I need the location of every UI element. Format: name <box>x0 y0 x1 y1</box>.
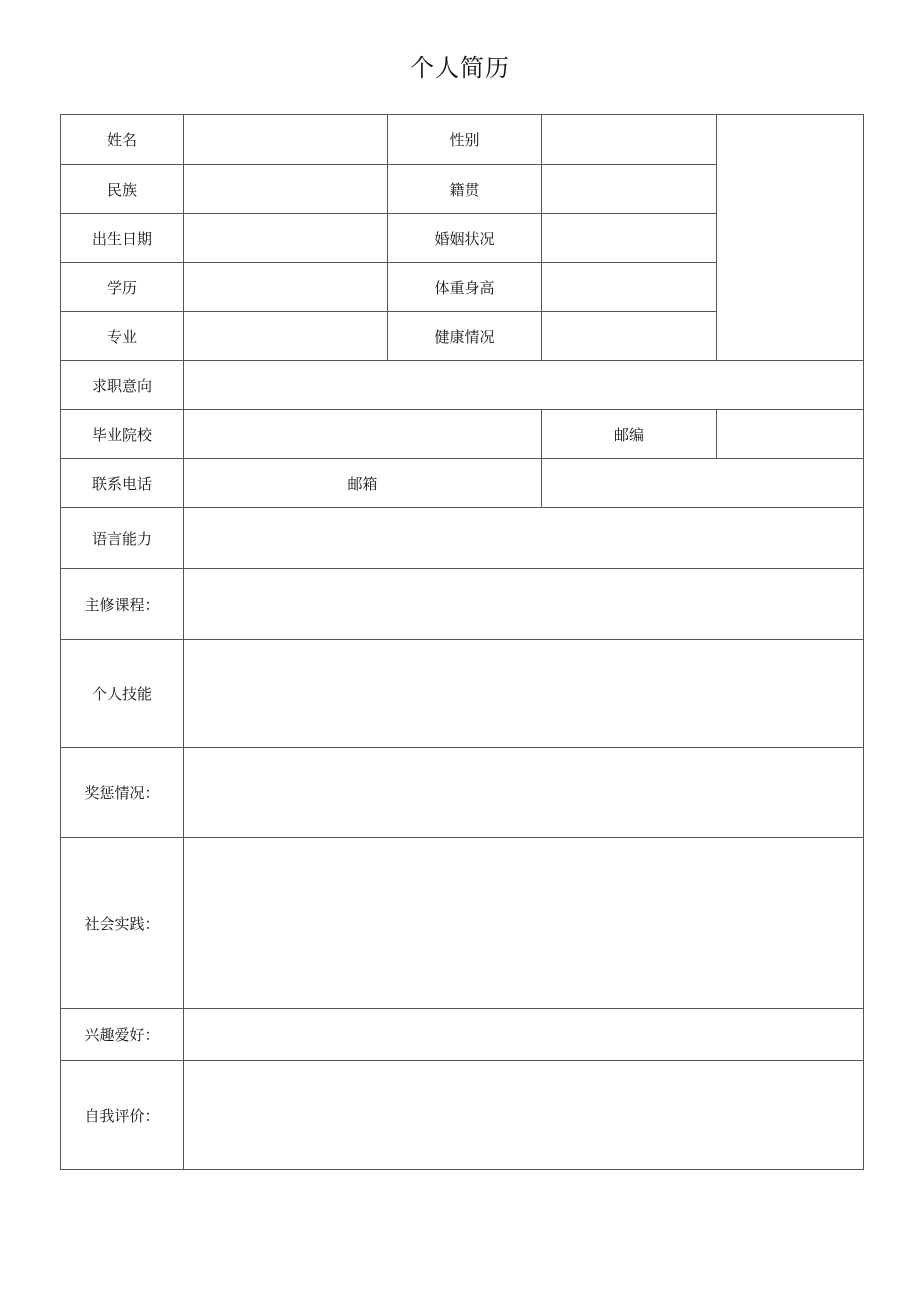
table-row <box>61 748 864 838</box>
language-label: 语言能力 <box>61 508 184 569</box>
skills-label: 个人技能 <box>61 640 184 748</box>
job-intent-field[interactable] <box>184 361 864 410</box>
awards-label: 奖惩情况： <box>61 748 184 838</box>
education-field[interactable] <box>184 263 388 312</box>
table-row <box>61 838 864 1009</box>
table-row <box>61 410 864 459</box>
table-row <box>61 361 864 410</box>
major-label: 专业 <box>61 312 184 361</box>
health-field[interactable] <box>542 312 717 361</box>
hobbies-field[interactable] <box>184 1009 864 1061</box>
native-place-label: 籍贯 <box>388 165 542 214</box>
height-weight-label: 体重身高 <box>388 263 542 312</box>
skills-field[interactable] <box>184 640 864 748</box>
school-field[interactable] <box>184 410 542 459</box>
social-practice-label: 社会实践： <box>61 838 184 1009</box>
gender-field[interactable] <box>542 115 717 165</box>
resume-table <box>60 114 864 1170</box>
marital-status-field[interactable] <box>542 214 717 263</box>
school-label: 毕业院校 <box>61 410 184 459</box>
self-evaluation-field[interactable] <box>184 1061 864 1170</box>
table-row <box>61 459 864 508</box>
name-field[interactable] <box>184 115 388 165</box>
social-practice-field[interactable] <box>184 838 864 1009</box>
photo-area[interactable] <box>717 115 864 361</box>
email-field[interactable] <box>542 459 864 508</box>
height-weight-field[interactable] <box>542 263 717 312</box>
table-row <box>61 508 864 569</box>
zipcode-label: 邮编 <box>542 410 717 459</box>
page-title: 个人简历 <box>410 54 510 82</box>
major-field[interactable] <box>184 312 388 361</box>
hobbies-label: 兴趣爱好： <box>61 1009 184 1061</box>
language-field[interactable] <box>184 508 864 569</box>
name-label: 姓名 <box>61 115 184 165</box>
gender-label: 性别 <box>388 115 542 165</box>
ethnicity-field[interactable] <box>184 165 388 214</box>
self-evaluation-label: 自我评价： <box>61 1061 184 1170</box>
table-row <box>61 569 864 640</box>
phone-label: 联系电话 <box>61 459 184 508</box>
job-intent-label: 求职意向 <box>61 361 184 410</box>
table-row <box>61 1061 864 1170</box>
table-row <box>61 1009 864 1061</box>
marital-status-label: 婚姻状况 <box>388 214 542 263</box>
ethnicity-label: 民族 <box>61 165 184 214</box>
email-label: 邮箱 <box>184 459 542 508</box>
health-label: 健康情况 <box>388 312 542 361</box>
education-label: 学历 <box>61 263 184 312</box>
awards-field[interactable] <box>184 748 864 838</box>
table-row <box>61 115 864 165</box>
courses-label: 主修课程： <box>61 569 184 640</box>
birthdate-label: 出生日期 <box>61 214 184 263</box>
native-place-field[interactable] <box>542 165 717 214</box>
courses-field[interactable] <box>184 569 864 640</box>
table-row <box>61 640 864 748</box>
zipcode-field[interactable] <box>717 410 864 459</box>
birthdate-field[interactable] <box>184 214 388 263</box>
